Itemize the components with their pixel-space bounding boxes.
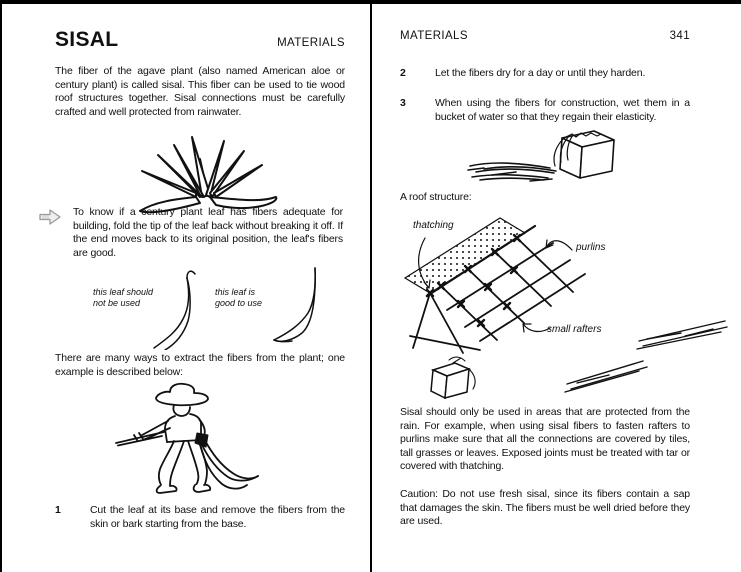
step-2: [400, 67, 690, 81]
page-number: 341: [669, 30, 690, 42]
agave-plant-illustration: [126, 131, 286, 215]
left-border: [0, 0, 2, 572]
right-page-header: [400, 30, 690, 42]
roof-intro: A roof structure:: [400, 191, 472, 203]
tip-block: [38, 206, 345, 260]
leaf-good-caption: this leaf is good to use: [215, 287, 263, 308]
man-cutting-leaf-illustration: [112, 381, 265, 497]
step-3: [400, 97, 690, 124]
step-2-number: 2: [400, 67, 406, 79]
caution-paragraph: Caution: Do not use fresh sisal, since its fibers contain a sap that damages the skin. The fibers must be well dried before they are used.: [400, 488, 690, 527]
roof-structure-figure: [395, 208, 735, 404]
left-page-header: [55, 28, 345, 52]
leaf-bad-caption: this leaf should not be used: [93, 287, 154, 308]
running-head-left: MATERIALS: [277, 37, 345, 49]
leaf-good-illustration: [272, 264, 320, 344]
page-divider: [370, 0, 372, 572]
fibers-and-bucket-illustration: [462, 126, 647, 190]
tip-text: To know if a century plant leaf has fibers adequate for building, fold the tip of the leaf back without breaking it off. If the end moves back to its original position, the leaf's fibers are good.: [73, 206, 343, 259]
arrow-right-icon: [38, 207, 62, 260]
step-2-text: Let the fibers dry for a day or until they harden.: [435, 67, 646, 79]
step-1: [55, 504, 345, 531]
usage-paragraph: Sisal should only be used in areas that are protected from the rain. For example, when using sisal fibers to fasten rafters to purlins make sure that all the connections are covered by tiles, tall grasses or leaves. Exposed joints must be treated with tar or covered with thatching.: [400, 406, 690, 472]
leaf-bad-illustration: [150, 266, 196, 350]
step-3-text: When using the fibers for construction, wet them in a bucket of water so that they regain their elasticity.: [435, 97, 690, 123]
step-1-number: 1: [55, 504, 61, 516]
roof-structure-illustration: [395, 208, 735, 404]
running-head-right: MATERIALS: [400, 30, 468, 42]
page-title: SISAL: [55, 28, 119, 51]
step-1-text: Cut the leaf at its base and remove the fibers from the skin or bark starting from the base.: [90, 504, 345, 530]
small-rafters-label: small rafters: [547, 324, 602, 335]
thatching-label: thatching: [413, 220, 454, 231]
purlins-label: purlins: [576, 242, 606, 253]
extract-paragraph: There are many ways to extract the fibers from the plant; one example is described below:: [55, 352, 345, 378]
step-3-number: 3: [400, 97, 406, 109]
intro-paragraph: The fiber of the agave plant (also named American aloe or century plant) is called sisal. This fiber can be used to tie wood roof structures together. Sisal connections must be carefully crafted and well protected from rainwater.: [55, 65, 345, 118]
